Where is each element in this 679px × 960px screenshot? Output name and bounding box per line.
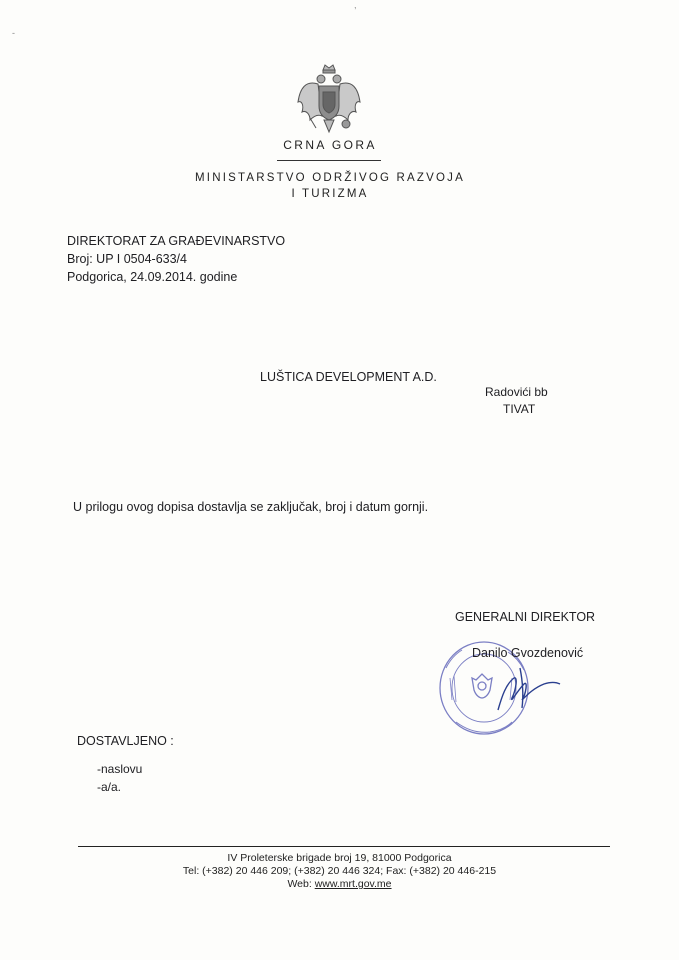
ministry-line-1: MINISTARSTVO ODRŽIVOG RAZVOJA bbox=[195, 172, 465, 184]
coat-of-arms-icon bbox=[296, 62, 362, 138]
footer-web bbox=[0, 878, 679, 891]
sender-block bbox=[67, 232, 285, 286]
recipient-address-line-2: TIVAT bbox=[503, 402, 536, 416]
department-name: DIREKTORAT ZA GRAĐEVINARSTVO bbox=[67, 234, 286, 248]
recipient-name: LUŠTICA DEVELOPMENT A.D. bbox=[260, 370, 437, 384]
delivery-item: -naslovu bbox=[97, 762, 143, 776]
ministry-name bbox=[0, 170, 660, 202]
footer-web-link[interactable]: www.mrt.gov.me bbox=[314, 878, 392, 890]
scan-mark: , bbox=[354, 0, 357, 10]
footer-divider bbox=[78, 846, 610, 847]
reference-number: Broj: UP I 0504-633/4 bbox=[67, 252, 187, 266]
delivery-list bbox=[97, 760, 142, 796]
country-name: CRNA GORA bbox=[283, 138, 377, 152]
footer-address: IV Proleterske brigade broj 19, 81000 Podgorica bbox=[227, 852, 452, 864]
scan-mark: - bbox=[12, 28, 15, 38]
letter-body: U prilogu ovog dopisa dostavlja se zaključak, broj i datum gornji. bbox=[73, 500, 429, 514]
place-date: Podgorica, 24.09.2014. godine bbox=[67, 270, 238, 284]
footer bbox=[0, 852, 679, 891]
footer-web-label: Web: bbox=[287, 878, 312, 890]
ministry-line-2: I TURIZMA bbox=[291, 188, 369, 200]
signatory-name: Danilo Gvozdenović bbox=[472, 646, 584, 660]
footer-phones: Tel: (+382) 20 446 209; (+382) 20 446 324; Fax: (+382) 20 446-215 bbox=[182, 865, 497, 877]
signatory-title: GENERALNI DIREKTOR bbox=[455, 610, 596, 624]
delivery-item: -a/a. bbox=[97, 780, 122, 794]
delivery-heading: DOSTAVLJENO : bbox=[77, 734, 174, 748]
header-divider bbox=[277, 160, 381, 161]
recipient-address-line-1: Radovići bb bbox=[485, 385, 548, 399]
